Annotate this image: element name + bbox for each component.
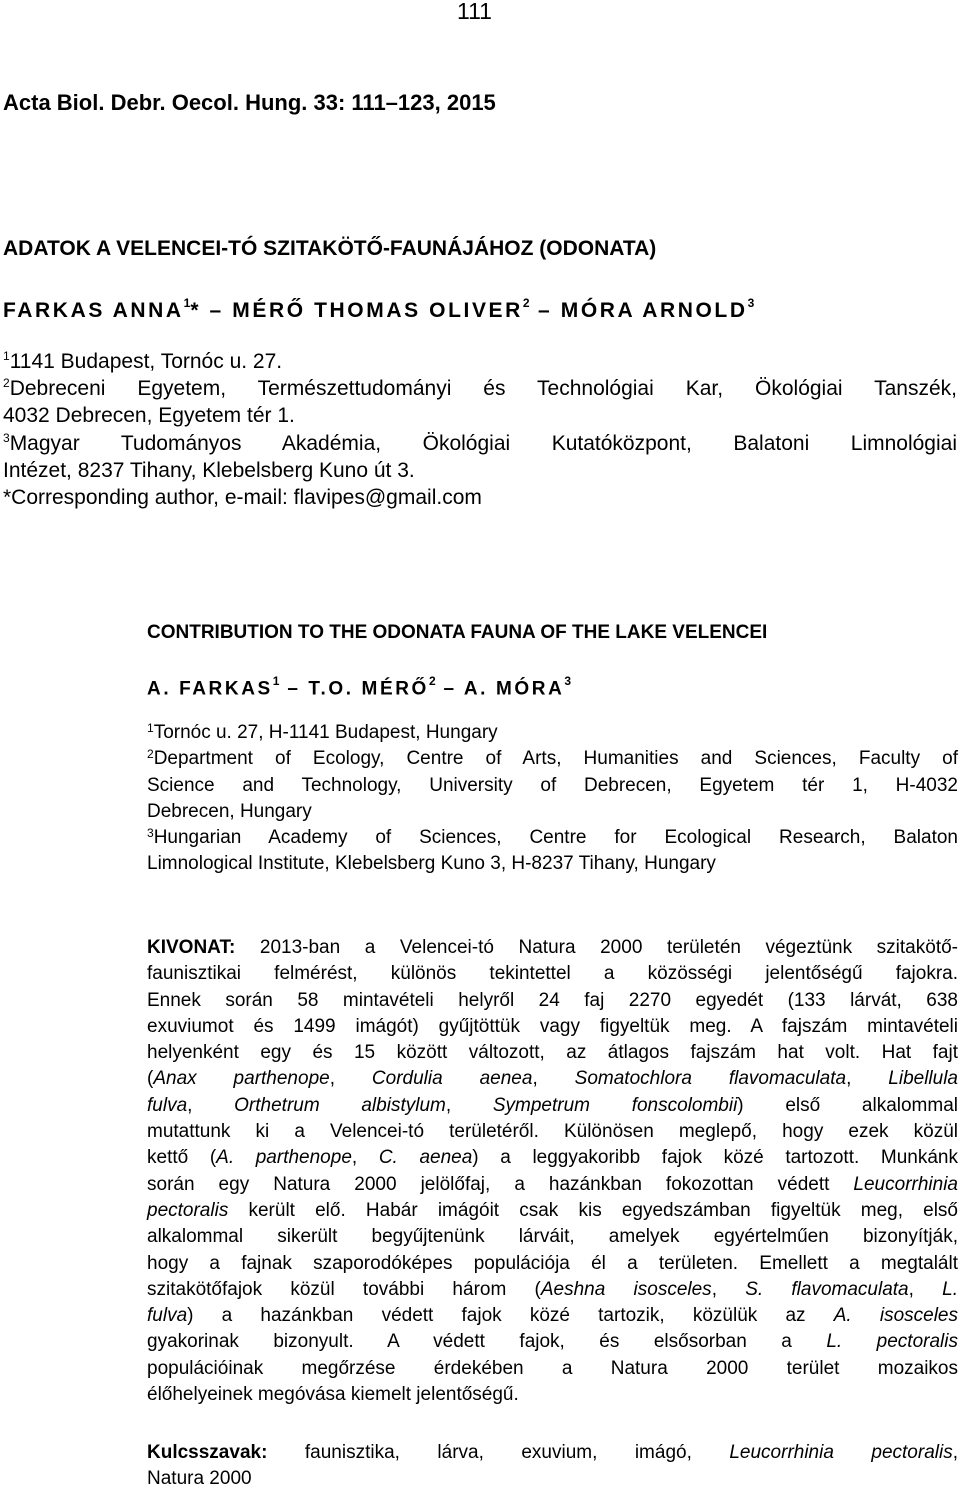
journal-reference: Acta Biol. Debr. Oecol. Hung. 33: 111–123, 2015	[3, 90, 496, 115]
abstract-text: 2013-ban a Velencei-tó Natura 2000 területén végeztünk szitakötő-	[235, 937, 958, 958]
affiliation-mark: 3	[3, 430, 10, 445]
affiliation-text: 1141 Budapest, Tornóc u. 27.	[9, 350, 283, 373]
abstract-line	[147, 1303, 958, 1329]
abstract-text: került elő. Habár imágóit csak kis egyedszámban figyeltük meg, első	[228, 1199, 958, 1221]
abstract-text: ,	[187, 1094, 235, 1116]
author-name: MÉRŐ THOMAS OLIVER	[232, 299, 523, 322]
species-name: L.	[942, 1278, 958, 1300]
author-affiliation-mark: 3	[747, 296, 755, 310]
affiliation-line: Science and Technology, University of Debrecen, Egyetem tér 1, H-4032	[147, 774, 958, 796]
abstract-line: alkalommal sikerült begyűjtenünk lárváit, amelyek egyértelműen bizonyítják,	[147, 1226, 958, 1248]
abstract-line	[147, 1066, 958, 1092]
abstract-text: ,	[329, 1068, 372, 1090]
abstract-line: exuviumot és 1499 imágót) gyűjtöttük vagy figyeltük meg. A fajszám mintavételi	[147, 1015, 958, 1037]
affiliation-mark: 2	[3, 376, 10, 391]
title-english: CONTRIBUTION TO THE ODONATA FAUNA OF THE LAKE VELENCEI	[147, 622, 768, 643]
affiliation-text: Tornóc u. 27, H-1141 Budapest, Hungary	[153, 722, 498, 743]
abstract-text: ) a leggyakoribb fajok közé tartozott. Munkánk	[472, 1147, 958, 1169]
keywords-line	[147, 1440, 958, 1466]
affiliation-text: Hungarian Academy of Sciences, Centre for Ecological Research, Balaton	[153, 827, 958, 849]
affiliation-mark: 1	[3, 349, 10, 363]
abstract-line: faunisztikai felmérést, különös tekintettel a közösségi jelentőségű fajokra.	[147, 963, 958, 985]
species-name: Leucorrhinia	[853, 1173, 958, 1195]
abstract-line	[147, 1198, 958, 1224]
abstract-text: ,	[351, 1147, 379, 1169]
affiliation-text: Magyar Tudományos Akadémia, Ökológiai Kutatóközpont, Balatoni Limnológiai	[9, 431, 957, 455]
corresponding-mark: *	[190, 299, 202, 322]
abstract-text: kettő (	[147, 1147, 217, 1169]
abstract-line: populációinak megőrzése érdekében a Natura 2000 terület mozaikos	[147, 1357, 958, 1379]
abstract-text: ,	[445, 1094, 493, 1116]
affiliations-english	[147, 720, 958, 878]
affiliation-line	[3, 348, 957, 375]
species-name: Somatochlora flavomaculata	[574, 1068, 847, 1090]
authors-hungarian	[3, 298, 754, 323]
affiliation-line: Debrecen, Hungary	[147, 800, 312, 822]
abstract-line	[147, 1172, 958, 1198]
author-affiliation-mark: 2	[428, 674, 436, 688]
abstract-line: mutattunk ki a Velencei-tó területéről. Különösen meglepő, hogy ezek közül	[147, 1121, 958, 1143]
author-name: A. MÓRA	[463, 678, 565, 700]
affiliation-line	[147, 746, 958, 772]
abstract-text: során egy Natura 2000 jelölőfaj, a hazánkban fokozottan védett	[147, 1173, 854, 1195]
author-separator: –	[279, 678, 309, 700]
species-name: Anax parthenope	[153, 1068, 330, 1090]
abstract-text: gyakorinak bizonyult. A védett fajok, és elsősorban a	[147, 1331, 827, 1353]
author-name: FARKAS ANNA	[3, 299, 184, 322]
page-number: 111	[457, 0, 492, 24]
affiliation-text: Debreceni Egyetem, Természettudományi és Technológiai Kar, Ökológiai Tanszék,	[9, 377, 957, 401]
affiliation-line: Intézet, 8237 Tihany, Klebelsberg Kuno út 3.	[3, 458, 415, 482]
author-affiliation-mark: 1	[183, 296, 191, 310]
affiliation-line: Limnological Institute, Klebelsberg Kuno 3, H-8237 Tihany, Hungary	[147, 853, 716, 875]
affiliation-text: Department of Ecology, Centre of Arts, Humanities and Sciences, Faculty of	[153, 748, 958, 770]
author-affiliation-mark: 3	[564, 674, 572, 688]
species-name: Sympetrum fonscolombii	[492, 1094, 738, 1116]
author-name: A. FARKAS	[147, 678, 273, 700]
species-name: A. isosceles	[833, 1305, 959, 1327]
abstract-line	[147, 1329, 958, 1355]
species-name: C. aenea	[378, 1147, 473, 1169]
authors-english	[147, 676, 571, 700]
abstract-line	[147, 1145, 958, 1171]
abstract-line	[147, 1093, 958, 1119]
abstract-line: élőhelyeinek megóvása kiemelt jelentőségű.	[147, 1384, 519, 1406]
abstract-text: ) első alkalommal	[737, 1094, 958, 1116]
affiliation-mark: 2	[147, 747, 154, 762]
abstract-text: ) a hazánkban védett fajok közé tartozik, közülük az	[187, 1305, 834, 1327]
author-affiliation-mark: 2	[522, 296, 530, 310]
author-separator: –	[201, 299, 233, 322]
abstract-text: ,	[908, 1278, 943, 1300]
species-name: Leucorrhinia pectoralis	[729, 1442, 953, 1463]
keywords-text: faunisztika, lárva, exuvium, imágó,	[267, 1442, 730, 1463]
species-name: S. flavomaculata	[745, 1278, 909, 1300]
author-separator: –	[435, 678, 464, 700]
affiliation-line	[147, 720, 958, 746]
corresponding-email: *Corresponding author, e-mail: flavipes@gmail.com	[3, 485, 482, 509]
species-name: Aeshna isosceles	[540, 1278, 712, 1300]
author-separator: –	[529, 299, 561, 322]
species-name: fulva	[147, 1305, 188, 1327]
keywords	[147, 1440, 958, 1493]
affiliation-line: 4032 Debrecen, Egyetem tér 1.	[3, 404, 295, 428]
title-hungarian: ADATOK A VELENCEI-TÓ SZITAKÖTŐ-FAUNÁJÁHOZ (ODONATA)	[3, 237, 657, 260]
abstract	[147, 935, 958, 1408]
species-name: pectoralis	[147, 1199, 229, 1221]
abstract-line	[147, 935, 958, 961]
author-name: T.O. MÉRŐ	[308, 678, 429, 700]
keywords-line: Natura 2000	[147, 1468, 252, 1490]
abstract-line: helyenként egy és 15 között változott, az átlagos fajszám hat volt. Hat fajt	[147, 1042, 958, 1064]
species-name: Libellula	[888, 1068, 959, 1090]
species-name: fulva	[147, 1094, 188, 1116]
affiliation-mark: 3	[147, 826, 154, 841]
affiliation-mark: 1	[147, 721, 154, 735]
abstract-text: ,	[846, 1068, 889, 1090]
affiliation-line	[3, 430, 957, 457]
affiliation-line	[147, 825, 958, 851]
abstract-line: Ennek során 58 mintavételi helyről 24 faj 2270 egyedét (133 lárvát, 638	[147, 989, 958, 1011]
abstract-text: szitakötőfajok közül további három (	[147, 1278, 541, 1300]
species-name: A. parthenope	[216, 1147, 352, 1169]
species-name: Orthetrum albistylum	[234, 1094, 446, 1116]
author-affiliation-mark: 1	[272, 674, 280, 688]
species-name: Cordulia aenea	[371, 1068, 533, 1090]
author-name: MÓRA ARNOLD	[560, 299, 748, 322]
abstract-text: ,	[532, 1068, 575, 1090]
abstract-text: ,	[711, 1278, 746, 1300]
species-name: L. pectoralis	[826, 1331, 958, 1353]
abstract-label: KIVONAT:	[147, 937, 236, 958]
keywords-label: Kulcsszavak:	[147, 1442, 268, 1463]
abstract-line: hogy a fajnak szaporodóképes populációja él a területen. Emellett a megtalált	[147, 1252, 958, 1274]
affiliation-line	[3, 375, 957, 402]
abstract-line	[147, 1277, 958, 1303]
abstract-text: (	[147, 1068, 154, 1090]
keywords-text: ,	[952, 1442, 958, 1463]
affiliations-hungarian	[3, 348, 957, 511]
